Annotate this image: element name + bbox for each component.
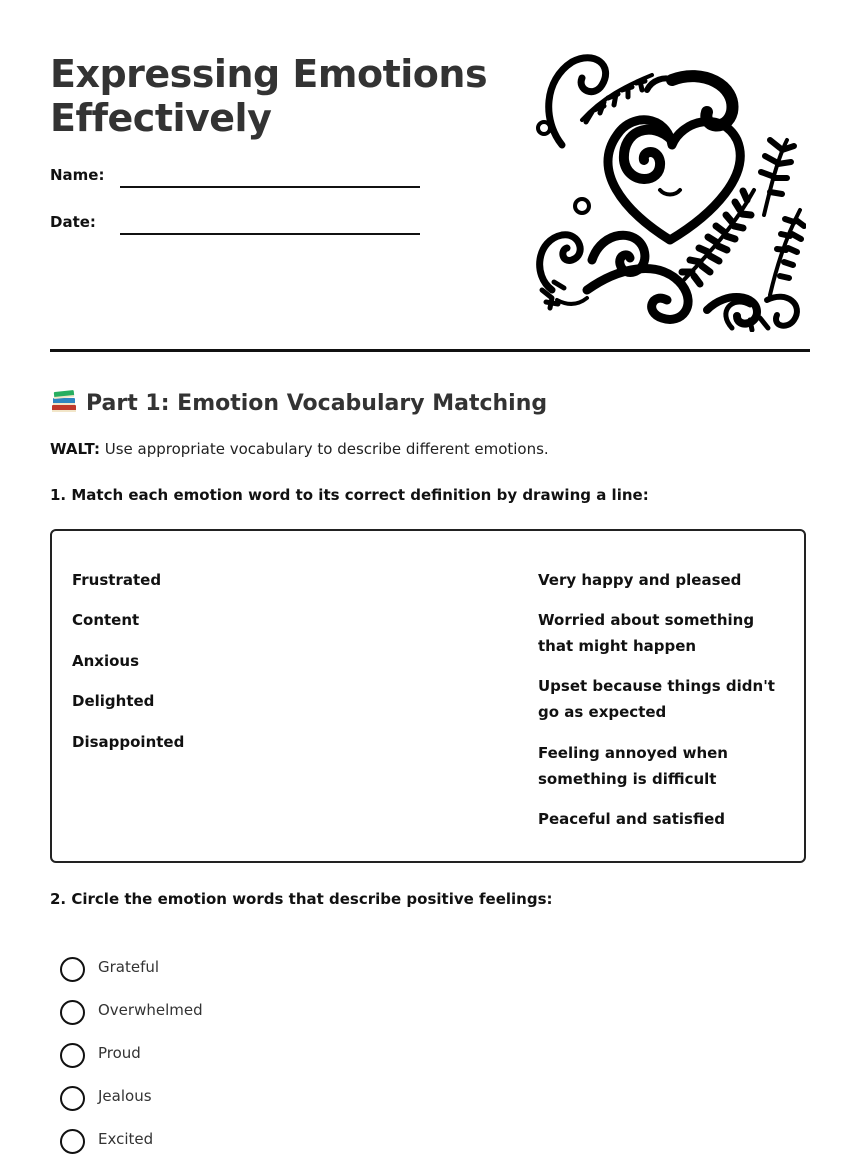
- date-label: Date:: [50, 213, 96, 231]
- circle-icon[interactable]: [60, 1043, 85, 1068]
- name-label: Name:: [50, 166, 105, 184]
- circle-icon[interactable]: [60, 1000, 85, 1025]
- definition[interactable]: Worried about something that might happen: [538, 611, 755, 655]
- books-icon: [50, 388, 78, 414]
- walt-line: [50, 440, 549, 458]
- option-label: Excited: [98, 1130, 154, 1148]
- option-label: Jealous: [98, 1087, 152, 1105]
- circle-icon[interactable]: [60, 957, 85, 982]
- walt-text: Use appropriate vocabulary to describe different emotions.: [99, 440, 549, 458]
- header-divider: [50, 349, 810, 352]
- option-label: Grateful: [98, 958, 160, 976]
- worksheet-title: [50, 52, 520, 140]
- walt-label: WALT:: [50, 440, 100, 458]
- title-line-2: Effectively: [50, 96, 272, 140]
- date-line[interactable]: [120, 233, 420, 235]
- definition[interactable]: Very happy and pleased: [538, 571, 742, 589]
- emotion-word[interactable]: Disappointed: [72, 733, 185, 751]
- matching-box: [50, 529, 806, 863]
- option-label: Overwhelmed: [98, 1001, 203, 1019]
- part1-title: [50, 388, 547, 416]
- definition[interactable]: Peaceful and satisfied: [538, 810, 726, 828]
- name-field[interactable]: [50, 166, 420, 190]
- title-line-1: Expressing Emotions: [50, 52, 488, 96]
- emotion-word[interactable]: Content: [72, 611, 140, 629]
- circle-icon[interactable]: [60, 1129, 85, 1154]
- emotion-word[interactable]: Frustrated: [72, 571, 162, 589]
- question-2: 2. Circle the emotion words that describe positive feelings:: [50, 890, 553, 908]
- definition[interactable]: Upset because things didn't go as expected: [538, 677, 775, 721]
- option-label: Proud: [98, 1044, 141, 1062]
- decorative-swirl-ornament: [532, 50, 806, 332]
- part1-title-text: Part 1: Emotion Vocabulary Matching: [86, 391, 548, 416]
- question-1: 1. Match each emotion word to its correct definition by drawing a line:: [50, 486, 649, 504]
- name-line[interactable]: [120, 186, 420, 188]
- emotion-word[interactable]: Delighted: [72, 692, 155, 710]
- date-field[interactable]: [50, 213, 420, 237]
- emotion-word[interactable]: Anxious: [72, 652, 140, 670]
- definition[interactable]: Feeling annoyed when something is difficult: [538, 744, 728, 788]
- circle-icon[interactable]: [60, 1086, 85, 1111]
